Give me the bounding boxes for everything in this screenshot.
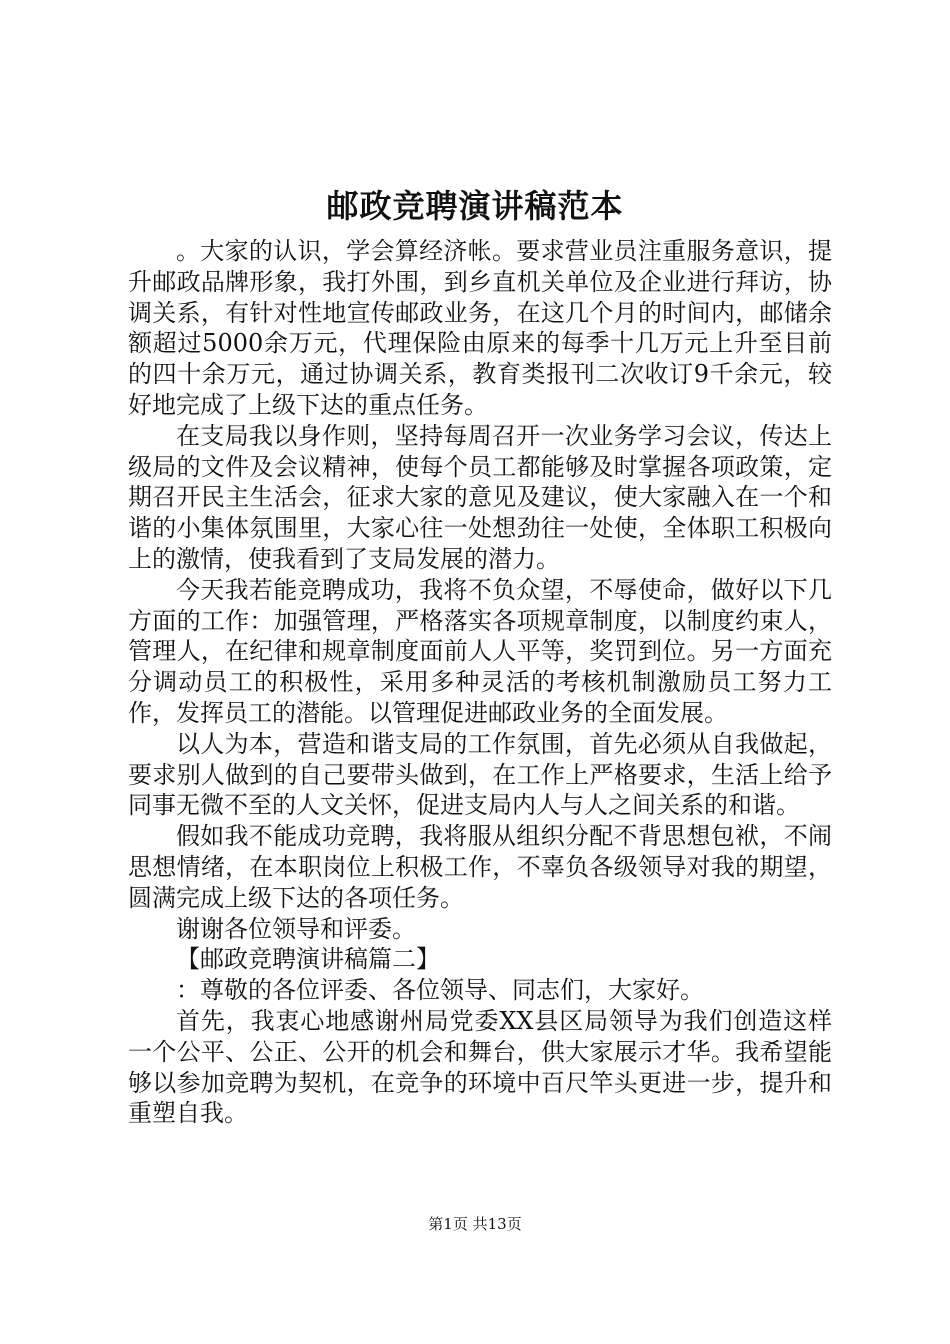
page-footer: 第1页 共13页: [428, 1215, 522, 1233]
paragraph: 。大家的认识，学会算经济帐。要求营业员注重服务意识，提升邮政品牌形象，我打外围，到乡直机关单位及企业进行拜访，协调关系，有针对性地宣传邮政业务，在这几个月的时间内，邮储余额超过5000余万元，代理保险由原来的每季十几万元上升至目前的四十余万元，通过协调关系，教育类报刊二次收订9千余元，较好地完成了上级下达的重点任务。: [128, 237, 832, 419]
paragraph: 以人为本，营造和谐支局的工作氛围，首先必须从自我做起，要求别人做到的自己要带头做到，在工作上严格要求，生活上给予同事无微不至的人文关怀，促进支局内人与人之间关系的和谐。: [128, 729, 832, 820]
paragraph: ：尊敬的各位评委、各位领导、同志们，大家好。: [176, 976, 704, 1005]
paragraph: 首先，我衷心地感谢州局党委XX县区局领导为我们创造这样一个公平、公正、公开的机会和舞台，供大家展示才华。我希望能够以参加竞聘为契机，在竞争的环境中百尺竿头更进一步，提升和重塑自我。: [128, 1006, 832, 1128]
paragraph: 谢谢各位领导和评委。: [176, 914, 416, 943]
document-title: 邮政竞聘演讲稿范本: [326, 187, 624, 225]
document-body: [128, 236, 832, 1129]
section-heading: 【邮政竞聘演讲稿篇二】: [176, 945, 440, 974]
paragraph: 今天我若能竞聘成功，我将不负众望，不辱使命，做好以下几方面的工作：加强管理，严格落实各项规章制度，以制度约束人，管理人，在纪律和规章制度面前人人平等，奖罚到位。另一方面充分调动员工的积极性，采用多种灵活的考核机制激励员工努力工作，发挥员工的潜能。以管理促进邮政业务的全面发展。: [128, 575, 832, 727]
paragraph: 在支局我以身作则，坚持每周召开一次业务学习会议，传达上级局的文件及会议精神，使每个员工都能够及时掌握各项政策，定期召开民主生活会，征求大家的意见及建议，使大家融入在一个和谐的小集体氛围里，大家心往一处想劲往一处使，全体职工积极向上的激情，使我看到了支局发展的潜力。: [128, 421, 832, 573]
paragraph: 假如我不能成功竞聘，我将服从组织分配不背思想包袱，不闹思想情绪，在本职岗位上积极工作，不辜负各级领导对我的期望，圆满完成上级下达的各项任务。: [128, 822, 832, 912]
